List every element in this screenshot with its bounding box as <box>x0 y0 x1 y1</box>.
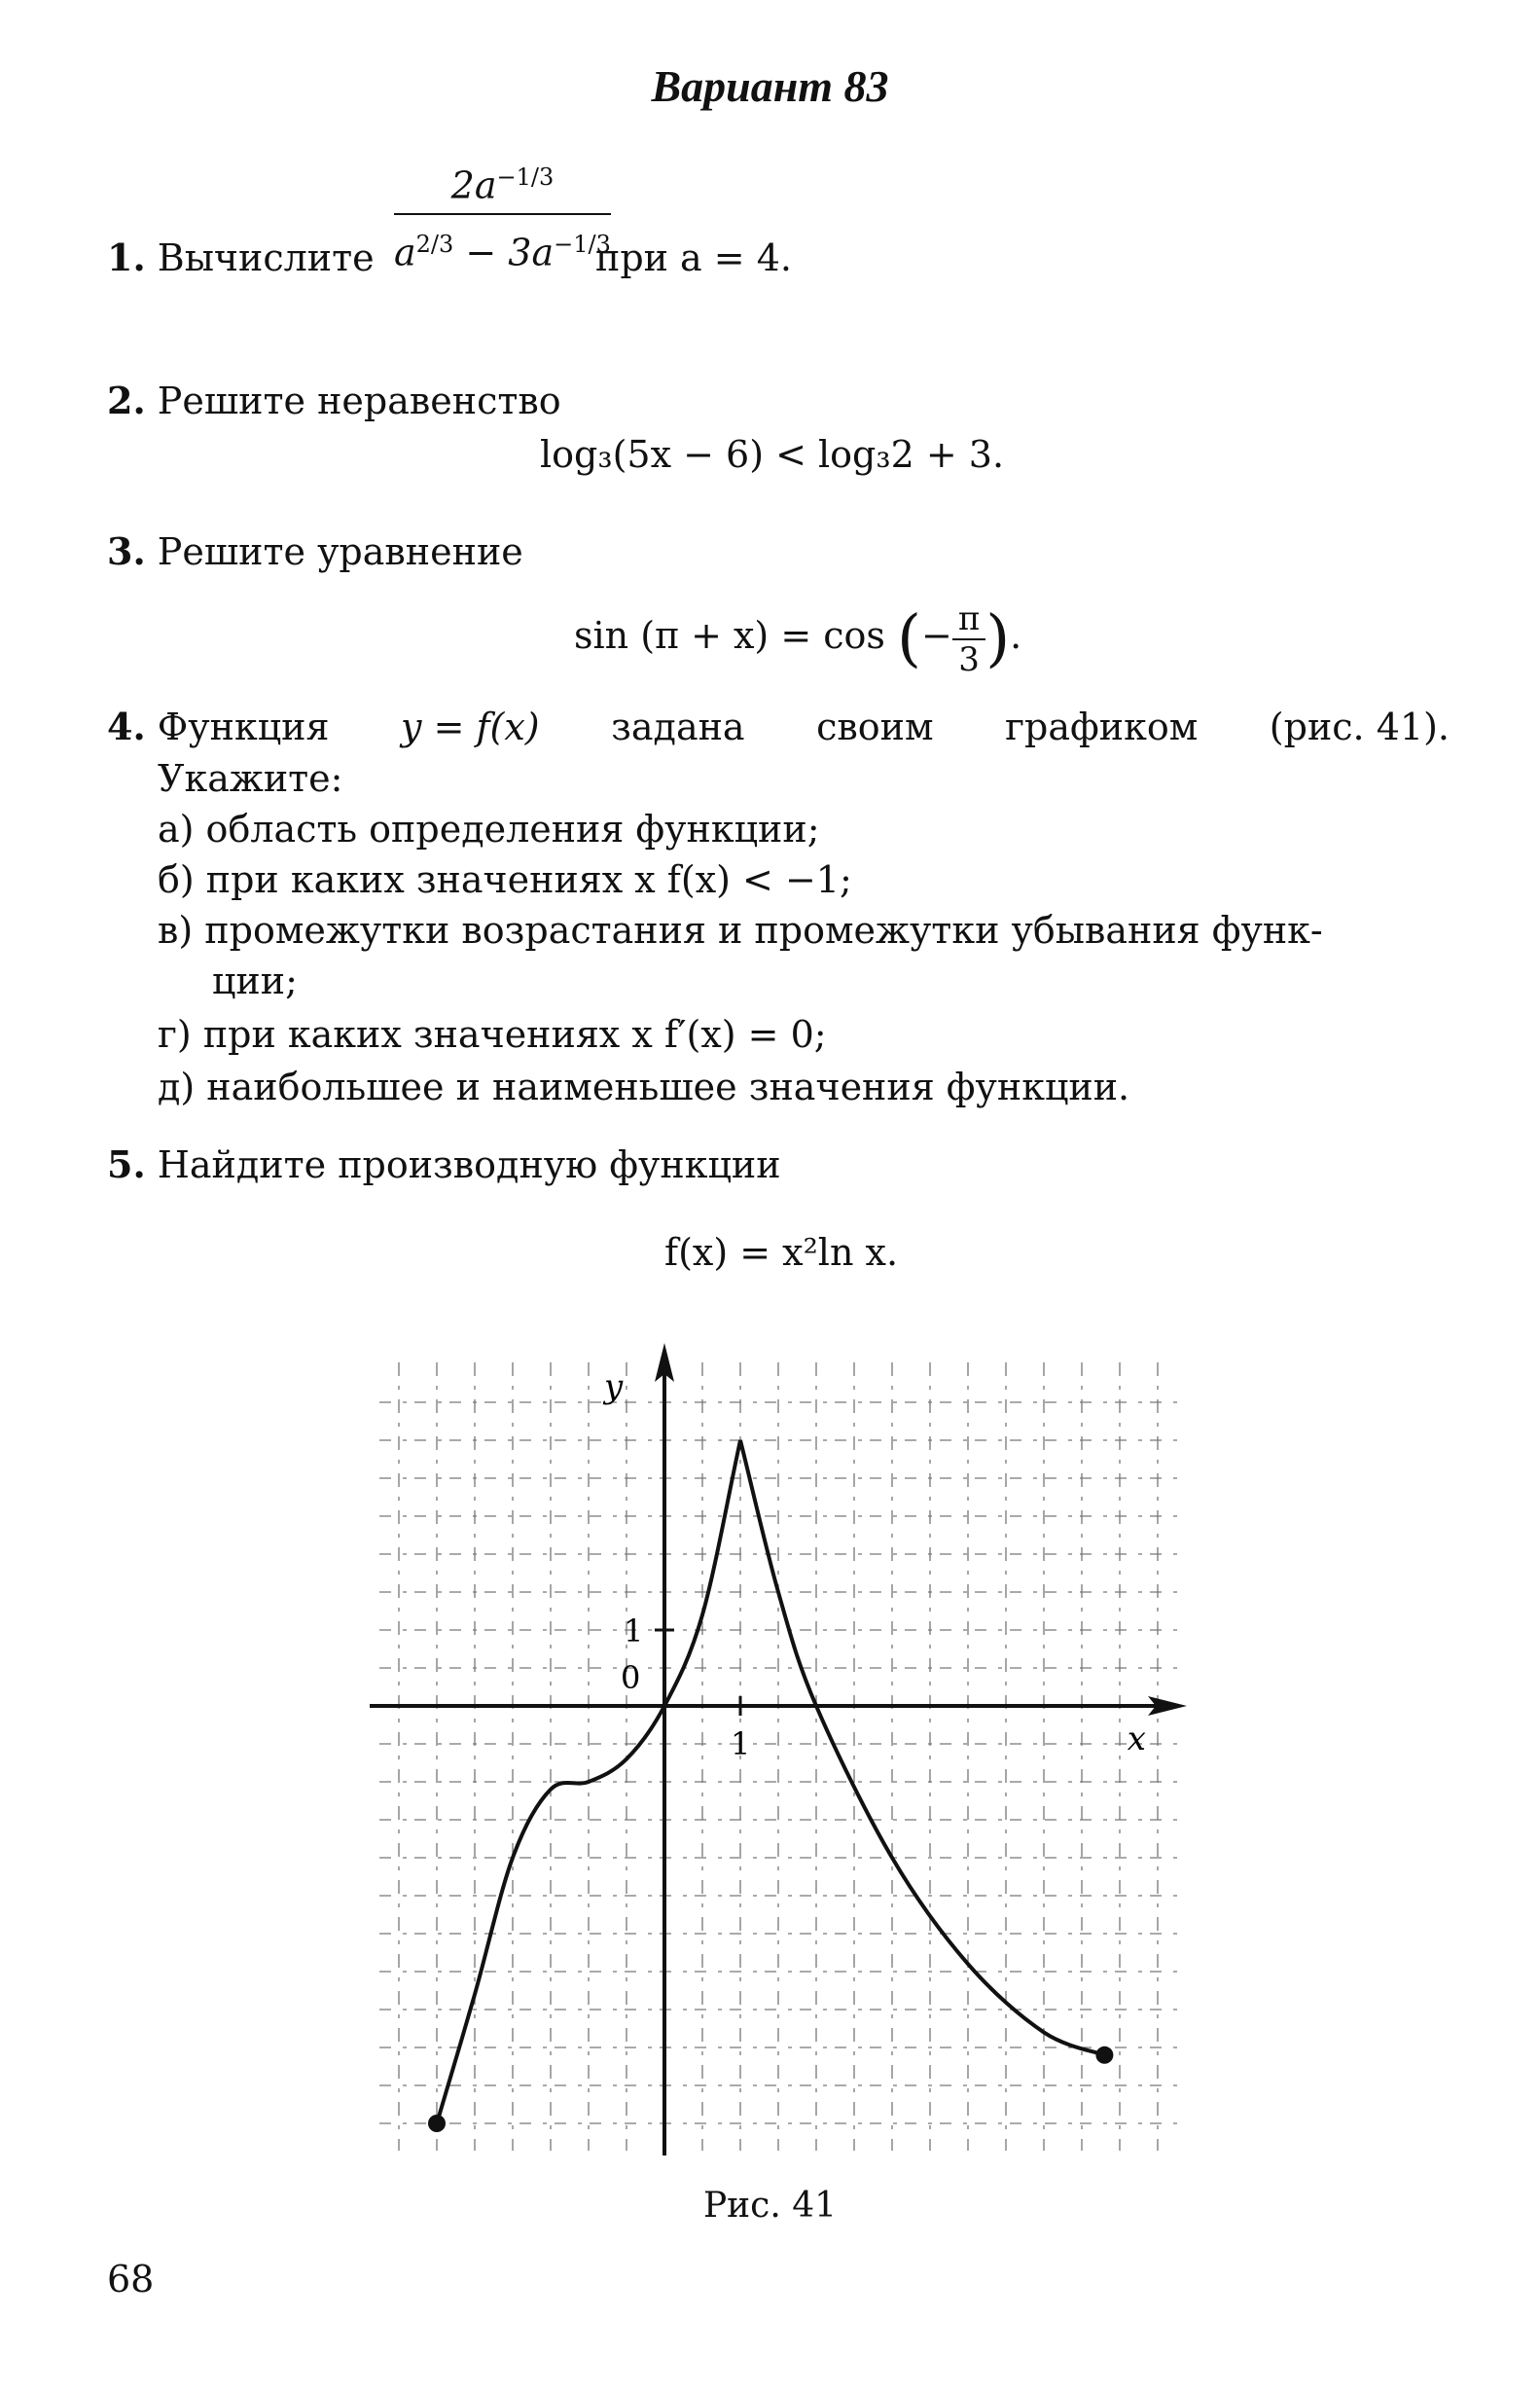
figure-caption: Рис. 41 <box>702 2186 838 2226</box>
task-4-line-2: Укажите: <box>158 757 343 800</box>
task-4-item-v-cont: ции; <box>212 960 298 1002</box>
task-2-line <box>107 380 561 422</box>
task-3-number: 3. <box>107 529 146 573</box>
task-3-line <box>107 530 523 573</box>
endpoints <box>428 2047 1113 2132</box>
y-tick-label-1: 1 <box>624 1612 644 1649</box>
task-5-text: Найдите производную функции <box>157 1143 781 1186</box>
task-1-denominator: $a^{2/3} - 3a^{-1/3}$ <box>394 230 611 274</box>
x-tick-label-1: 1 <box>731 1725 751 1762</box>
task-1-number: 1. <box>107 235 146 279</box>
page-number: 68 <box>107 2258 155 2300</box>
task-1-numerator: $2a^{-1/3}$ <box>394 156 611 215</box>
task-4-item-b: б) при каких значениях x f(x) < −1; <box>158 858 852 901</box>
task-2-text: Решите неравенство <box>157 380 561 422</box>
y-axis-label: y <box>604 1367 624 1406</box>
task-1-fraction <box>394 156 611 273</box>
task-1-suffix: при a = 4. <box>595 236 792 279</box>
task-4-line-1: 4. Функция y = f(x) задана своим графиком (рис. 41). <box>107 705 1450 748</box>
origin-label: 0 <box>621 1659 641 1696</box>
task-4-number: 4. <box>107 705 146 748</box>
task-5-line <box>107 1143 781 1186</box>
endpoint-dot <box>1095 2047 1113 2064</box>
task-4-item-d: д) наибольшее и наименьшее значения функции. <box>158 1066 1130 1108</box>
task-4-item-a: а) область определения функции; <box>158 808 820 851</box>
endpoint-dot <box>428 2115 446 2132</box>
x-axis-label: x <box>1127 1720 1146 1758</box>
task-1-line <box>107 236 375 279</box>
task-3-formula: sin (π + x) = cos (− $\frac{\pi}{3}$ ). <box>574 598 1022 679</box>
page-title: Вариант 83 <box>651 61 889 111</box>
task-2-number: 2. <box>107 379 146 422</box>
task-3-fraction: $\frac{\pi}{3}$ <box>952 599 985 679</box>
task-4-item-g: г) при каких значениях x f′(x) = 0; <box>158 1013 827 1056</box>
task-1-text: Вычислите <box>157 236 375 279</box>
task-5-formula: f(x) = x²ln x. <box>664 1231 899 1274</box>
task-5-number: 5. <box>107 1142 146 1186</box>
figure-41-graph <box>370 1343 1187 2160</box>
task-2-formula: log₃(5x − 6) < log₃2 + 3. <box>540 433 1005 476</box>
task-4-item-v: в) промежутки возрастания и промежутки убывания функ- <box>158 909 1323 952</box>
task-3-text: Решите уравнение <box>157 530 523 573</box>
grid <box>370 1362 1187 2160</box>
